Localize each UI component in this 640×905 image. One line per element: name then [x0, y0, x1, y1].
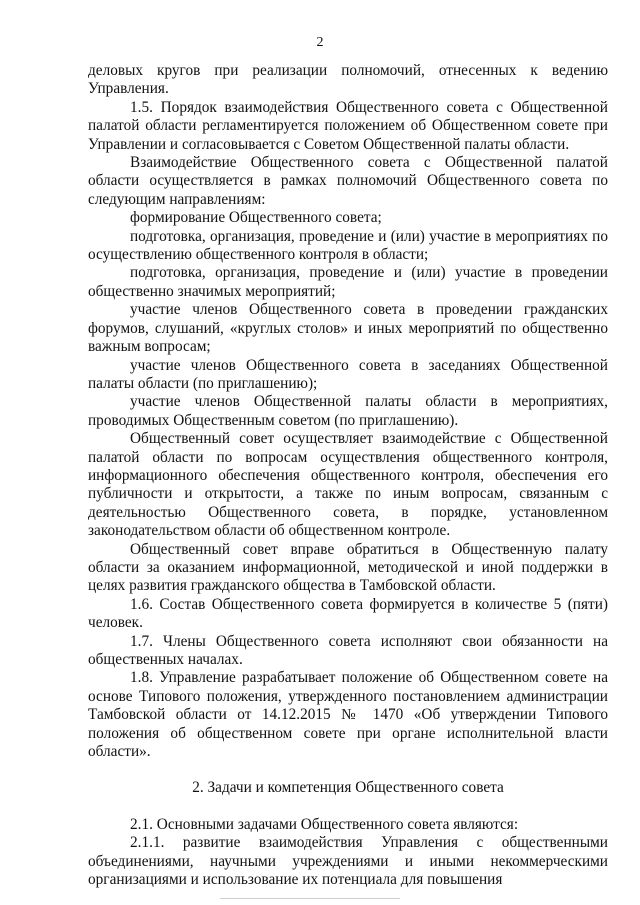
page-number: 2: [316, 35, 324, 50]
paragraph: формирование Общественного совета;: [130, 209, 382, 227]
section-heading: 2. Задачи и компетенция Общественного совета: [192, 779, 504, 797]
paragraph: 1.8. Управление разрабатывает положение об Общественном совете на основе Типового положения, утвержденного постановлением администрации Тамбовской области от 14.12.2015 № 1470 «Об утверждении Типового положения об общественном совете при органе исполнительной власти области».: [88, 669, 608, 761]
paragraph: подготовка, организация, проведение и (или) участие в проведении общественно значимых мероприятий;: [88, 264, 608, 300]
paragraph: участие членов Общественного совета в проведении гражданских форумов, слушаний, «круглых столов» и иных мероприятий по общественно важным вопросам;: [88, 301, 608, 356]
paragraph: 2.1.1. развитие взаимодействия Управления с общественными объединениями, научными учреждениями и иными некоммерческими организациями и использование их потенциала для повышения: [88, 834, 608, 889]
paragraph: Взаимодействие Общественного совета с Общественной палатой области осуществляется в рамках полномочий Общественного совета по следующим направлениям:: [88, 154, 608, 208]
paragraphs-section-2: [88, 816, 608, 890]
paragraph: подготовка, организация, проведение и (или) участие в мероприятиях по осуществлению общественного контроля в области;: [88, 227, 608, 264]
paragraph: Общественный совет вправе обратиться в Общественную палату области за оказанием информационной, методической и иной поддержки в целях развития гражданского общества в Тамбовской области.: [88, 540, 608, 595]
paragraph: 1.7. Члены Общественного совета исполняют свои обязанности на общественных началах.: [88, 632, 608, 668]
paragraph: 2.1. Основными задачами Общественного совета являются:: [130, 815, 519, 833]
paragraph: 1.6. Состав Общественного совета формируется в количестве 5 (пяти) человек.: [88, 595, 608, 632]
paragraph: участие членов Общественного совета в заседаниях Общественной палаты области (по приглашению);: [88, 356, 608, 392]
paragraph: деловых кругов при реализации полномочий, отнесенных к ведению Управления.: [88, 62, 608, 98]
paragraphs-section-1: [88, 62, 608, 761]
paragraph: 1.5. Порядок взаимодействия Общественного совета с Общественной палатой области регламентируется положением об Общественном совете при Управлении и согласовывается с Советом Общественной палаты области.: [88, 98, 608, 153]
document-body: [88, 62, 608, 889]
paragraph: участие членов Общественной палаты области в мероприятиях, проводимых Общественным советом (по приглашению).: [88, 393, 608, 429]
footer-divider: [220, 898, 400, 899]
paragraph: Общественный совет осуществляет взаимодействие с Общественной палатой области по вопросам осуществления общественного контроля, информационного обеспечения общественного контроля, обеспечения его публичности и открытости, а также по иным вопросам, связанным с деятельностью Общественного совета, в порядке, установленном законодательством области об общественном контроле.: [88, 430, 608, 540]
